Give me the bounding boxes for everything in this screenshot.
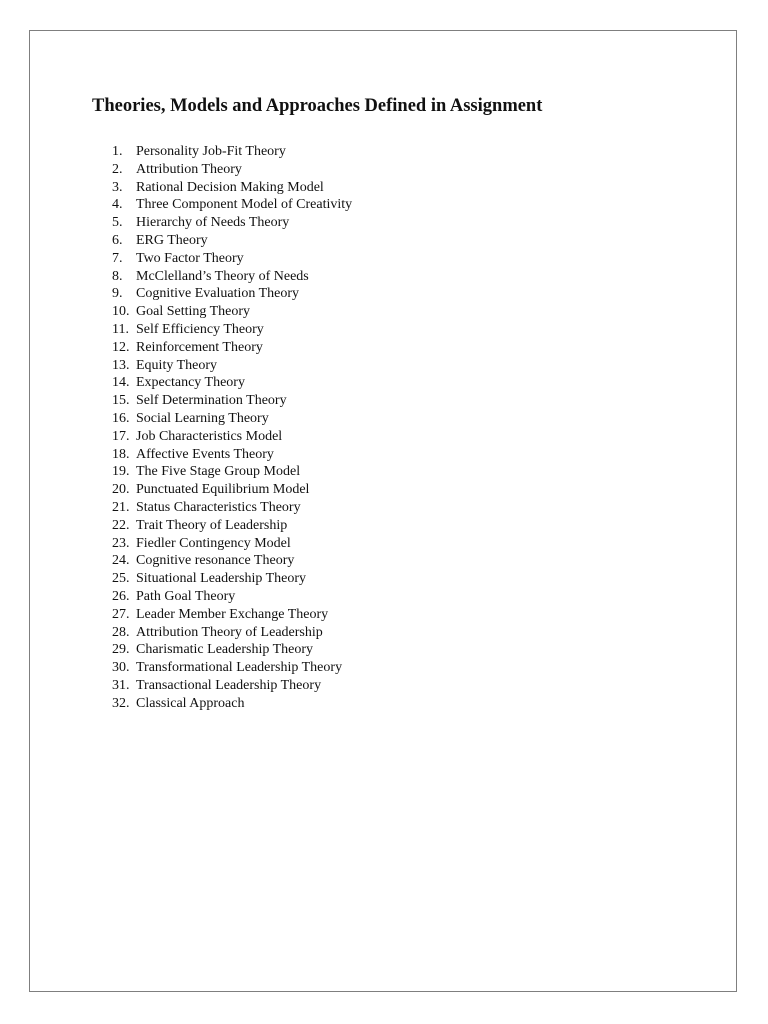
- list-item: [112, 641, 352, 659]
- list-item-text: Rational Decision Making Model: [136, 179, 324, 195]
- list-item: [112, 410, 352, 428]
- list-item: [112, 588, 352, 606]
- list-item: [112, 463, 352, 481]
- list-item-number: 18.: [112, 446, 130, 462]
- list-item-text: Goal Setting Theory: [136, 304, 251, 320]
- list-item-text: Three Component Model of Creativity: [136, 197, 353, 213]
- list-item: [112, 161, 352, 179]
- list-item: [112, 624, 352, 642]
- list-item: [112, 535, 352, 553]
- list-item-text: Affective Events Theory: [136, 446, 274, 462]
- list-item-text: McClelland’s Theory of Needs: [136, 268, 309, 284]
- list-item-text: Reinforcement Theory: [136, 339, 263, 355]
- list-item-number: 6.: [112, 232, 123, 248]
- list-item-text: Social Learning Theory: [136, 410, 269, 426]
- list-item: [112, 499, 352, 517]
- list-item: [112, 143, 352, 161]
- list-item: [112, 268, 352, 286]
- list-item-number: 8.: [112, 268, 123, 284]
- list-item-number: 25.: [112, 571, 130, 587]
- list-item-number: 1.: [112, 144, 123, 159]
- list-item-number: 3.: [112, 179, 123, 195]
- list-item-number: 13.: [112, 357, 130, 373]
- list-item-text: Attribution Theory: [136, 161, 242, 177]
- list-item-text: Punctuated Equilibrium Model: [136, 482, 310, 498]
- list-item-text: Personality Job-Fit Theory: [136, 144, 286, 159]
- list-item-text: Charismatic Leadership Theory: [136, 642, 314, 658]
- list-item-text: Hierarchy of Needs Theory: [136, 215, 290, 231]
- list-item-text: Job Characteristics Model: [136, 428, 283, 444]
- list-item-number: 27.: [112, 606, 130, 622]
- list-item: [112, 695, 352, 713]
- list-item: [112, 428, 352, 446]
- list-item: [112, 374, 352, 392]
- list-item-number: 15.: [112, 393, 130, 409]
- list-item-number: 12.: [112, 339, 130, 355]
- list-item-number: 19.: [112, 464, 130, 480]
- list-item-text: Leader Member Exchange Theory: [136, 606, 329, 622]
- list-item: [112, 570, 352, 588]
- list-item-text: Situational Leadership Theory: [136, 571, 307, 587]
- list-item-number: 21.: [112, 499, 130, 515]
- list-item-text: Cognitive Evaluation Theory: [136, 286, 300, 302]
- list-item: [112, 677, 352, 695]
- list-item: [112, 659, 352, 677]
- list-item: [112, 179, 352, 197]
- list-item-number: 7.: [112, 250, 123, 266]
- list-item: [112, 321, 352, 339]
- list-item-number: 30.: [112, 660, 130, 676]
- list-item: [112, 552, 352, 570]
- list-item-text: Attribution Theory of Leadership: [136, 624, 323, 640]
- list-item-number: 10.: [112, 304, 130, 320]
- list-item-number: 23.: [112, 535, 130, 551]
- list-item-number: 32.: [112, 695, 130, 711]
- list-item-text: Transactional Leadership Theory: [136, 677, 322, 693]
- list-item: [112, 214, 352, 232]
- list-item-text: Path Goal Theory: [136, 588, 236, 604]
- list-item-text: Self Determination Theory: [136, 393, 287, 409]
- list-item: [112, 250, 352, 268]
- theory-list: [112, 143, 352, 713]
- list-item-text: Cognitive resonance Theory: [136, 553, 295, 569]
- list-item-text: ERG Theory: [136, 232, 208, 248]
- document-title: Theories, Models and Approaches Defined in Assignment: [92, 96, 543, 116]
- list-item: [112, 303, 352, 321]
- list-item-number: 11.: [112, 321, 129, 337]
- list-item-number: 26.: [112, 588, 130, 604]
- list-item-number: 31.: [112, 677, 130, 693]
- list-item-text: Two Factor Theory: [136, 250, 244, 266]
- list-item-number: 14.: [112, 375, 130, 391]
- list-item-number: 29.: [112, 642, 130, 658]
- list-item: [112, 357, 352, 375]
- list-item: [112, 481, 352, 499]
- list-item-text: Transformational Leadership Theory: [136, 660, 343, 676]
- list-item-text: Status Characteristics Theory: [136, 499, 301, 515]
- list-item: [112, 517, 352, 535]
- list-item-number: 2.: [112, 161, 123, 177]
- list-item-number: 16.: [112, 410, 130, 426]
- list-item: [112, 339, 352, 357]
- list-item-text: Trait Theory of Leadership: [136, 517, 288, 533]
- list-item: [112, 232, 352, 250]
- list-item-number: 24.: [112, 553, 130, 569]
- list-item: [112, 196, 352, 214]
- list-item-number: 28.: [112, 624, 130, 640]
- list-item-text: Equity Theory: [136, 357, 218, 373]
- list-item-text: The Five Stage Group Model: [136, 464, 301, 480]
- list-item-number: 17.: [112, 428, 130, 444]
- document-page: [29, 30, 737, 992]
- list-item-number: 22.: [112, 517, 130, 533]
- list-item-number: 9.: [112, 286, 123, 302]
- list-item: [112, 285, 352, 303]
- list-item-text: Expectancy Theory: [136, 375, 245, 391]
- list-item-number: 20.: [112, 482, 130, 498]
- list-item-text: Self Efficiency Theory: [136, 321, 264, 337]
- list-item: [112, 392, 352, 410]
- list-item: [112, 446, 352, 464]
- list-item-number: 5.: [112, 215, 123, 231]
- list-item-number: 4.: [112, 197, 123, 213]
- list-item-text: Classical Approach: [136, 695, 245, 711]
- list-item: [112, 606, 352, 624]
- list-item-text: Fiedler Contingency Model: [136, 535, 291, 551]
